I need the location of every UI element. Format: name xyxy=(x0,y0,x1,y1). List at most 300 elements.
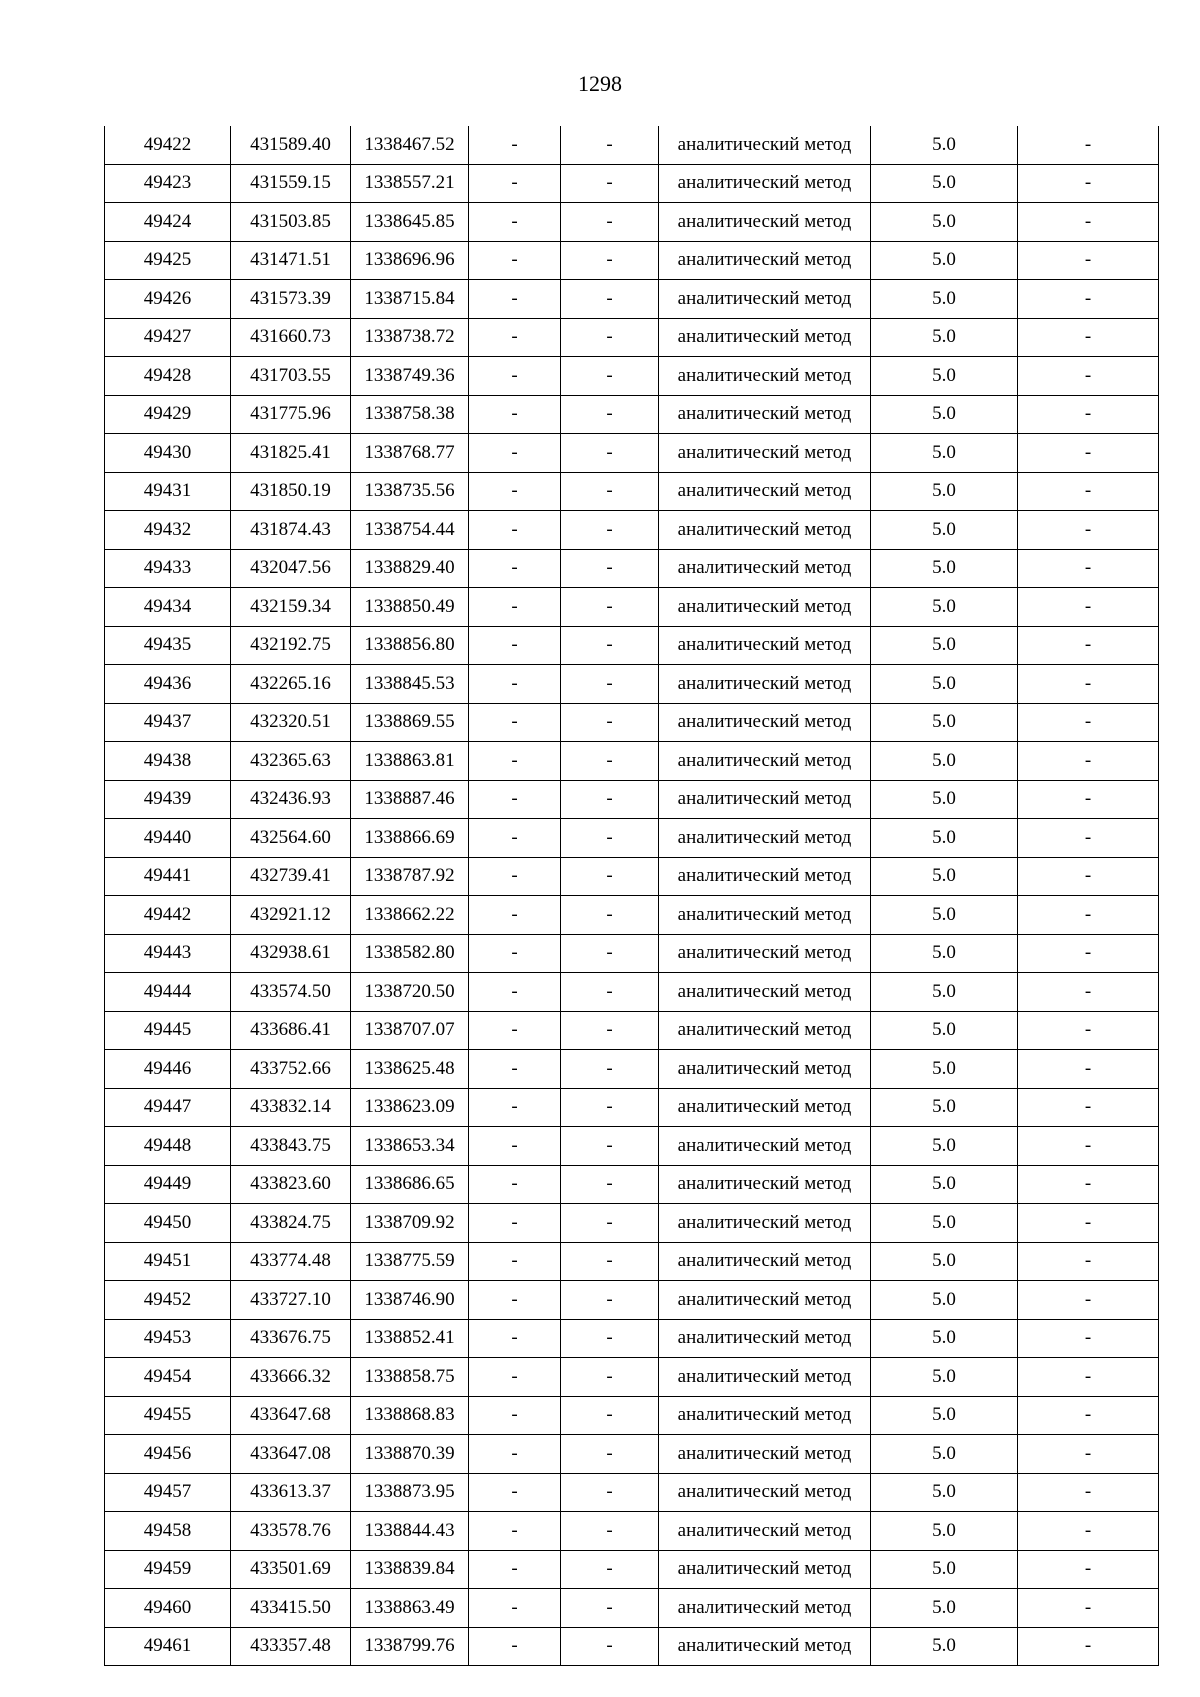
x-coordinate-cell: 431775.96 xyxy=(231,395,351,434)
x-coordinate-cell: 432365.63 xyxy=(231,742,351,781)
accuracy-cell: 5.0 xyxy=(871,434,1018,473)
x-coordinate-cell: 433647.08 xyxy=(231,1435,351,1474)
column-4-cell: - xyxy=(469,1512,561,1551)
point-number-cell: 49424 xyxy=(105,203,231,242)
y-coordinate-cell: 1338696.96 xyxy=(351,241,469,280)
column-4-cell: - xyxy=(469,1165,561,1204)
column-8-cell: - xyxy=(1018,241,1159,280)
accuracy-cell: 5.0 xyxy=(871,1358,1018,1397)
table-row xyxy=(105,1088,1159,1127)
table-row xyxy=(105,1204,1159,1243)
accuracy-cell: 5.0 xyxy=(871,318,1018,357)
y-coordinate-cell: 1338582.80 xyxy=(351,934,469,973)
column-4-cell: - xyxy=(469,1473,561,1512)
point-number-cell: 49455 xyxy=(105,1396,231,1435)
column-8-cell: - xyxy=(1018,1050,1159,1089)
table-row xyxy=(105,1627,1159,1666)
accuracy-cell: 5.0 xyxy=(871,1165,1018,1204)
column-4-cell: - xyxy=(469,511,561,550)
y-coordinate-cell: 1338735.56 xyxy=(351,472,469,511)
x-coordinate-cell: 433832.14 xyxy=(231,1088,351,1127)
table-row xyxy=(105,511,1159,550)
y-coordinate-cell: 1338799.76 xyxy=(351,1627,469,1666)
method-cell: аналитический метод xyxy=(659,1011,871,1050)
column-4-cell: - xyxy=(469,857,561,896)
column-8-cell: - xyxy=(1018,1627,1159,1666)
column-8-cell: - xyxy=(1018,896,1159,935)
method-cell: аналитический метод xyxy=(659,896,871,935)
coordinates-table xyxy=(104,126,1159,1666)
point-number-cell: 49434 xyxy=(105,588,231,627)
accuracy-cell: 5.0 xyxy=(871,203,1018,242)
column-4-cell: - xyxy=(469,203,561,242)
column-5-cell: - xyxy=(561,1011,659,1050)
x-coordinate-cell: 431850.19 xyxy=(231,472,351,511)
table-row xyxy=(105,395,1159,434)
point-number-cell: 49441 xyxy=(105,857,231,896)
x-coordinate-cell: 431825.41 xyxy=(231,434,351,473)
y-coordinate-cell: 1338787.92 xyxy=(351,857,469,896)
point-number-cell: 49435 xyxy=(105,626,231,665)
column-8-cell: - xyxy=(1018,626,1159,665)
point-number-cell: 49458 xyxy=(105,1512,231,1551)
y-coordinate-cell: 1338746.90 xyxy=(351,1281,469,1320)
column-5-cell: - xyxy=(561,588,659,627)
page-number: 1298 xyxy=(578,71,622,96)
accuracy-cell: 5.0 xyxy=(871,703,1018,742)
accuracy-cell: 5.0 xyxy=(871,395,1018,434)
x-coordinate-cell: 432436.93 xyxy=(231,780,351,819)
column-4-cell: - xyxy=(469,1396,561,1435)
x-coordinate-cell: 433613.37 xyxy=(231,1473,351,1512)
column-4-cell: - xyxy=(469,626,561,665)
table-row xyxy=(105,126,1159,164)
y-coordinate-cell: 1338858.75 xyxy=(351,1358,469,1397)
column-8-cell: - xyxy=(1018,203,1159,242)
y-coordinate-cell: 1338707.07 xyxy=(351,1011,469,1050)
column-4-cell: - xyxy=(469,1627,561,1666)
accuracy-cell: 5.0 xyxy=(871,1550,1018,1589)
column-5-cell: - xyxy=(561,857,659,896)
column-4-cell: - xyxy=(469,1589,561,1628)
accuracy-cell: 5.0 xyxy=(871,934,1018,973)
column-5-cell: - xyxy=(561,1204,659,1243)
method-cell: аналитический метод xyxy=(659,1512,871,1551)
method-cell: аналитический метод xyxy=(659,164,871,203)
x-coordinate-cell: 431589.40 xyxy=(231,126,351,164)
method-cell: аналитический метод xyxy=(659,1319,871,1358)
column-4-cell: - xyxy=(469,665,561,704)
column-8-cell: - xyxy=(1018,1435,1159,1474)
method-cell: аналитический метод xyxy=(659,1627,871,1666)
x-coordinate-cell: 433843.75 xyxy=(231,1127,351,1166)
table-row xyxy=(105,1473,1159,1512)
x-coordinate-cell: 433686.41 xyxy=(231,1011,351,1050)
column-8-cell: - xyxy=(1018,1011,1159,1050)
accuracy-cell: 5.0 xyxy=(871,241,1018,280)
table-row xyxy=(105,742,1159,781)
x-coordinate-cell: 433357.48 xyxy=(231,1627,351,1666)
column-5-cell: - xyxy=(561,434,659,473)
column-4-cell: - xyxy=(469,896,561,935)
table-row xyxy=(105,1127,1159,1166)
column-8-cell: - xyxy=(1018,1550,1159,1589)
column-5-cell: - xyxy=(561,1512,659,1551)
point-number-cell: 49437 xyxy=(105,703,231,742)
column-8-cell: - xyxy=(1018,1589,1159,1628)
x-coordinate-cell: 431703.55 xyxy=(231,357,351,396)
x-coordinate-cell: 433578.76 xyxy=(231,1512,351,1551)
column-5-cell: - xyxy=(561,1050,659,1089)
y-coordinate-cell: 1338557.21 xyxy=(351,164,469,203)
point-number-cell: 49438 xyxy=(105,742,231,781)
column-8-cell: - xyxy=(1018,588,1159,627)
point-number-cell: 49432 xyxy=(105,511,231,550)
table-row xyxy=(105,896,1159,935)
table-row xyxy=(105,780,1159,819)
y-coordinate-cell: 1338623.09 xyxy=(351,1088,469,1127)
column-5-cell: - xyxy=(561,318,659,357)
x-coordinate-cell: 433676.75 xyxy=(231,1319,351,1358)
column-8-cell: - xyxy=(1018,1358,1159,1397)
column-8-cell: - xyxy=(1018,357,1159,396)
method-cell: аналитический метод xyxy=(659,318,871,357)
method-cell: аналитический метод xyxy=(659,626,871,665)
point-number-cell: 49459 xyxy=(105,1550,231,1589)
point-number-cell: 49431 xyxy=(105,472,231,511)
x-coordinate-cell: 433774.48 xyxy=(231,1242,351,1281)
table-row xyxy=(105,357,1159,396)
method-cell: аналитический метод xyxy=(659,1435,871,1474)
accuracy-cell: 5.0 xyxy=(871,1473,1018,1512)
x-coordinate-cell: 433501.69 xyxy=(231,1550,351,1589)
accuracy-cell: 5.0 xyxy=(871,549,1018,588)
method-cell: аналитический метод xyxy=(659,588,871,627)
accuracy-cell: 5.0 xyxy=(871,280,1018,319)
table-row xyxy=(105,588,1159,627)
point-number-cell: 49457 xyxy=(105,1473,231,1512)
y-coordinate-cell: 1338709.92 xyxy=(351,1204,469,1243)
accuracy-cell: 5.0 xyxy=(871,1512,1018,1551)
column-4-cell: - xyxy=(469,1204,561,1243)
method-cell: аналитический метод xyxy=(659,357,871,396)
column-8-cell: - xyxy=(1018,434,1159,473)
method-cell: аналитический метод xyxy=(659,1550,871,1589)
column-5-cell: - xyxy=(561,1165,659,1204)
method-cell: аналитический метод xyxy=(659,1281,871,1320)
column-8-cell: - xyxy=(1018,1319,1159,1358)
column-4-cell: - xyxy=(469,1435,561,1474)
point-number-cell: 49436 xyxy=(105,665,231,704)
column-8-cell: - xyxy=(1018,395,1159,434)
point-number-cell: 49450 xyxy=(105,1204,231,1243)
x-coordinate-cell: 432192.75 xyxy=(231,626,351,665)
x-coordinate-cell: 432320.51 xyxy=(231,703,351,742)
column-5-cell: - xyxy=(561,357,659,396)
table-row xyxy=(105,703,1159,742)
column-5-cell: - xyxy=(561,1358,659,1397)
point-number-cell: 49443 xyxy=(105,934,231,973)
column-5-cell: - xyxy=(561,780,659,819)
x-coordinate-cell: 433666.32 xyxy=(231,1358,351,1397)
x-coordinate-cell: 433574.50 xyxy=(231,973,351,1012)
y-coordinate-cell: 1338869.55 xyxy=(351,703,469,742)
column-8-cell: - xyxy=(1018,742,1159,781)
accuracy-cell: 5.0 xyxy=(871,357,1018,396)
method-cell: аналитический метод xyxy=(659,1358,871,1397)
table-row xyxy=(105,1358,1159,1397)
x-coordinate-cell: 432921.12 xyxy=(231,896,351,935)
method-cell: аналитический метод xyxy=(659,280,871,319)
accuracy-cell: 5.0 xyxy=(871,588,1018,627)
point-number-cell: 49449 xyxy=(105,1165,231,1204)
column-8-cell: - xyxy=(1018,280,1159,319)
column-8-cell: - xyxy=(1018,472,1159,511)
column-8-cell: - xyxy=(1018,1512,1159,1551)
point-number-cell: 49433 xyxy=(105,549,231,588)
column-4-cell: - xyxy=(469,1319,561,1358)
column-8-cell: - xyxy=(1018,934,1159,973)
y-coordinate-cell: 1338870.39 xyxy=(351,1435,469,1474)
method-cell: аналитический метод xyxy=(659,434,871,473)
y-coordinate-cell: 1338866.69 xyxy=(351,819,469,858)
accuracy-cell: 5.0 xyxy=(871,1589,1018,1628)
y-coordinate-cell: 1338850.49 xyxy=(351,588,469,627)
column-8-cell: - xyxy=(1018,703,1159,742)
y-coordinate-cell: 1338653.34 xyxy=(351,1127,469,1166)
x-coordinate-cell: 432739.41 xyxy=(231,857,351,896)
column-4-cell: - xyxy=(469,1011,561,1050)
method-cell: аналитический метод xyxy=(659,973,871,1012)
method-cell: аналитический метод xyxy=(659,703,871,742)
method-cell: аналитический метод xyxy=(659,819,871,858)
column-5-cell: - xyxy=(561,241,659,280)
table-row xyxy=(105,318,1159,357)
y-coordinate-cell: 1338467.52 xyxy=(351,126,469,164)
point-number-cell: 49442 xyxy=(105,896,231,935)
method-cell: аналитический метод xyxy=(659,665,871,704)
x-coordinate-cell: 431660.73 xyxy=(231,318,351,357)
table-row xyxy=(105,241,1159,280)
column-4-cell: - xyxy=(469,1050,561,1089)
column-5-cell: - xyxy=(561,973,659,1012)
column-4-cell: - xyxy=(469,472,561,511)
column-5-cell: - xyxy=(561,126,659,164)
method-cell: аналитический метод xyxy=(659,1204,871,1243)
point-number-cell: 49447 xyxy=(105,1088,231,1127)
accuracy-cell: 5.0 xyxy=(871,819,1018,858)
table-row xyxy=(105,1011,1159,1050)
point-number-cell: 49452 xyxy=(105,1281,231,1320)
x-coordinate-cell: 433647.68 xyxy=(231,1396,351,1435)
table-row xyxy=(105,665,1159,704)
column-4-cell: - xyxy=(469,1242,561,1281)
point-number-cell: 49453 xyxy=(105,1319,231,1358)
column-8-cell: - xyxy=(1018,1281,1159,1320)
column-5-cell: - xyxy=(561,1281,659,1320)
y-coordinate-cell: 1338625.48 xyxy=(351,1050,469,1089)
column-5-cell: - xyxy=(561,164,659,203)
point-number-cell: 49429 xyxy=(105,395,231,434)
point-number-cell: 49422 xyxy=(105,126,231,164)
y-coordinate-cell: 1338868.83 xyxy=(351,1396,469,1435)
column-4-cell: - xyxy=(469,549,561,588)
column-8-cell: - xyxy=(1018,318,1159,357)
point-number-cell: 49430 xyxy=(105,434,231,473)
point-number-cell: 49427 xyxy=(105,318,231,357)
method-cell: аналитический метод xyxy=(659,472,871,511)
method-cell: аналитический метод xyxy=(659,126,871,164)
table-row xyxy=(105,934,1159,973)
accuracy-cell: 5.0 xyxy=(871,164,1018,203)
column-4-cell: - xyxy=(469,973,561,1012)
column-4-cell: - xyxy=(469,241,561,280)
method-cell: аналитический метод xyxy=(659,857,871,896)
table-row xyxy=(105,1550,1159,1589)
method-cell: аналитический метод xyxy=(659,241,871,280)
point-number-cell: 49425 xyxy=(105,241,231,280)
y-coordinate-cell: 1338863.81 xyxy=(351,742,469,781)
x-coordinate-cell: 433727.10 xyxy=(231,1281,351,1320)
accuracy-cell: 5.0 xyxy=(871,1088,1018,1127)
accuracy-cell: 5.0 xyxy=(871,472,1018,511)
column-8-cell: - xyxy=(1018,857,1159,896)
column-8-cell: - xyxy=(1018,1127,1159,1166)
column-4-cell: - xyxy=(469,1281,561,1320)
column-5-cell: - xyxy=(561,511,659,550)
accuracy-cell: 5.0 xyxy=(871,1050,1018,1089)
column-4-cell: - xyxy=(469,126,561,164)
column-4-cell: - xyxy=(469,1358,561,1397)
column-8-cell: - xyxy=(1018,1242,1159,1281)
column-5-cell: - xyxy=(561,549,659,588)
point-number-cell: 49461 xyxy=(105,1627,231,1666)
column-4-cell: - xyxy=(469,780,561,819)
x-coordinate-cell: 433823.60 xyxy=(231,1165,351,1204)
table-row xyxy=(105,1512,1159,1551)
column-5-cell: - xyxy=(561,1435,659,1474)
method-cell: аналитический метод xyxy=(659,1242,871,1281)
x-coordinate-cell: 432265.16 xyxy=(231,665,351,704)
x-coordinate-cell: 432047.56 xyxy=(231,549,351,588)
method-cell: аналитический метод xyxy=(659,1127,871,1166)
method-cell: аналитический метод xyxy=(659,1165,871,1204)
method-cell: аналитический метод xyxy=(659,1396,871,1435)
y-coordinate-cell: 1338768.77 xyxy=(351,434,469,473)
table-row xyxy=(105,1242,1159,1281)
accuracy-cell: 5.0 xyxy=(871,665,1018,704)
accuracy-cell: 5.0 xyxy=(871,1242,1018,1281)
y-coordinate-cell: 1338863.49 xyxy=(351,1589,469,1628)
table-row xyxy=(105,973,1159,1012)
column-5-cell: - xyxy=(561,703,659,742)
method-cell: аналитический метод xyxy=(659,780,871,819)
column-5-cell: - xyxy=(561,1589,659,1628)
column-8-cell: - xyxy=(1018,819,1159,858)
method-cell: аналитический метод xyxy=(659,1050,871,1089)
point-number-cell: 49426 xyxy=(105,280,231,319)
column-4-cell: - xyxy=(469,164,561,203)
point-number-cell: 49451 xyxy=(105,1242,231,1281)
column-8-cell: - xyxy=(1018,1088,1159,1127)
point-number-cell: 49456 xyxy=(105,1435,231,1474)
point-number-cell: 49448 xyxy=(105,1127,231,1166)
column-4-cell: - xyxy=(469,1550,561,1589)
accuracy-cell: 5.0 xyxy=(871,1204,1018,1243)
method-cell: аналитический метод xyxy=(659,742,871,781)
accuracy-cell: 5.0 xyxy=(871,1319,1018,1358)
column-4-cell: - xyxy=(469,280,561,319)
method-cell: аналитический метод xyxy=(659,511,871,550)
column-8-cell: - xyxy=(1018,1473,1159,1512)
y-coordinate-cell: 1338845.53 xyxy=(351,665,469,704)
accuracy-cell: 5.0 xyxy=(871,1281,1018,1320)
x-coordinate-cell: 432159.34 xyxy=(231,588,351,627)
y-coordinate-cell: 1338839.84 xyxy=(351,1550,469,1589)
table-row xyxy=(105,626,1159,665)
column-5-cell: - xyxy=(561,1319,659,1358)
table-row xyxy=(105,164,1159,203)
column-8-cell: - xyxy=(1018,1165,1159,1204)
y-coordinate-cell: 1338775.59 xyxy=(351,1242,469,1281)
x-coordinate-cell: 431573.39 xyxy=(231,280,351,319)
table-row xyxy=(105,1281,1159,1320)
y-coordinate-cell: 1338715.84 xyxy=(351,280,469,319)
point-number-cell: 49428 xyxy=(105,357,231,396)
y-coordinate-cell: 1338887.46 xyxy=(351,780,469,819)
y-coordinate-cell: 1338758.38 xyxy=(351,395,469,434)
x-coordinate-cell: 431471.51 xyxy=(231,241,351,280)
column-5-cell: - xyxy=(561,934,659,973)
y-coordinate-cell: 1338852.41 xyxy=(351,1319,469,1358)
y-coordinate-cell: 1338754.44 xyxy=(351,511,469,550)
column-4-cell: - xyxy=(469,703,561,742)
column-5-cell: - xyxy=(561,395,659,434)
y-coordinate-cell: 1338686.65 xyxy=(351,1165,469,1204)
table-row xyxy=(105,1435,1159,1474)
table-row xyxy=(105,857,1159,896)
y-coordinate-cell: 1338856.80 xyxy=(351,626,469,665)
point-number-cell: 49454 xyxy=(105,1358,231,1397)
table-row xyxy=(105,472,1159,511)
y-coordinate-cell: 1338873.95 xyxy=(351,1473,469,1512)
table-row xyxy=(105,1589,1159,1628)
column-8-cell: - xyxy=(1018,1396,1159,1435)
point-number-cell: 49423 xyxy=(105,164,231,203)
column-5-cell: - xyxy=(561,1550,659,1589)
y-coordinate-cell: 1338738.72 xyxy=(351,318,469,357)
column-8-cell: - xyxy=(1018,780,1159,819)
accuracy-cell: 5.0 xyxy=(871,742,1018,781)
method-cell: аналитический метод xyxy=(659,203,871,242)
x-coordinate-cell: 432938.61 xyxy=(231,934,351,973)
point-number-cell: 49445 xyxy=(105,1011,231,1050)
x-coordinate-cell: 432564.60 xyxy=(231,819,351,858)
x-coordinate-cell: 433752.66 xyxy=(231,1050,351,1089)
accuracy-cell: 5.0 xyxy=(871,973,1018,1012)
table-row xyxy=(105,1319,1159,1358)
point-number-cell: 49446 xyxy=(105,1050,231,1089)
table-row xyxy=(105,203,1159,242)
column-5-cell: - xyxy=(561,1473,659,1512)
table-row xyxy=(105,549,1159,588)
accuracy-cell: 5.0 xyxy=(871,1435,1018,1474)
method-cell: аналитический метод xyxy=(659,1088,871,1127)
column-5-cell: - xyxy=(561,1627,659,1666)
column-4-cell: - xyxy=(469,742,561,781)
column-4-cell: - xyxy=(469,1088,561,1127)
accuracy-cell: 5.0 xyxy=(871,1396,1018,1435)
